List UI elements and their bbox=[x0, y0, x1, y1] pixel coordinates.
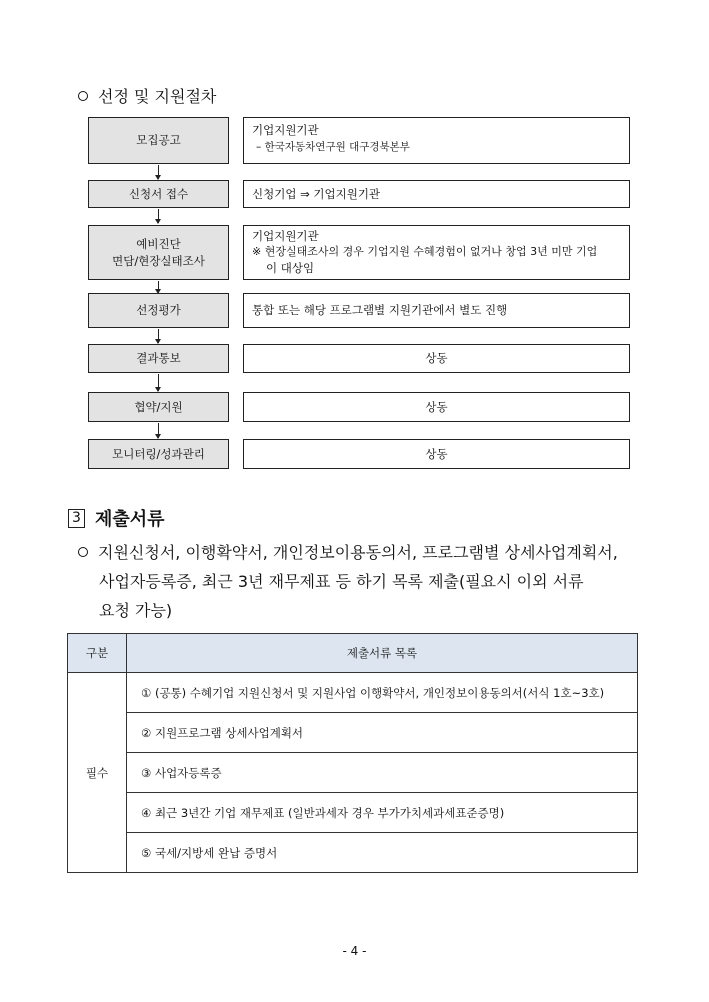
step-box-1 bbox=[88, 117, 229, 164]
flow-arrow-icon bbox=[158, 209, 159, 223]
category-cell: 필수 bbox=[68, 673, 127, 873]
step-desc-1-line: 기업지원기관 bbox=[252, 123, 319, 137]
step-desc-3 bbox=[243, 225, 630, 280]
para-line-1 bbox=[78, 538, 648, 567]
bullet-circle-icon bbox=[78, 91, 88, 101]
step-desc-6 bbox=[243, 392, 630, 422]
step-desc-7-text: 상동 bbox=[425, 446, 448, 461]
documents-table bbox=[67, 633, 638, 873]
table-row bbox=[68, 673, 638, 713]
flow-arrow-icon bbox=[158, 165, 159, 179]
table-header-row bbox=[68, 634, 638, 673]
table-row bbox=[68, 713, 638, 753]
para-line-2: 사업자등록증, 최근 3년 재무제표 등 하기 목록 제출(필요시 이외 서류 bbox=[99, 572, 584, 591]
step-desc-1-sub: – 한국자동차연구원 대구경북본부 bbox=[256, 141, 410, 153]
page-number: - 4 - bbox=[342, 944, 367, 958]
table-cell-item-1: ① (공통) 수혜기업 지원신청서 및 지원사업 이행확약서, 개인정보이용동의서(서식 1호~3호) bbox=[127, 673, 638, 713]
step-label-1: 모집공고 bbox=[136, 133, 181, 147]
documents-paragraph bbox=[78, 538, 648, 625]
step-desc-3-line1: 기업지원기관 bbox=[252, 229, 319, 243]
header-category: 구분 bbox=[68, 634, 127, 673]
flow-arrow-icon bbox=[158, 281, 159, 293]
flow-arrow-icon bbox=[158, 329, 159, 343]
step-desc-7 bbox=[243, 439, 630, 469]
step-desc-3-note: ※ 현장실태조사의 경우 기업지원 수혜경험이 없거나 창업 3년 미만 기업 bbox=[252, 245, 598, 258]
table-row bbox=[68, 833, 638, 873]
table-row bbox=[68, 793, 638, 833]
table-cell-item-4: ④ 최근 3년간 기업 재무제표 (일반과세자 경우 부가가치세과세표준증명) bbox=[127, 793, 638, 833]
procedure-heading-text: 선정 및 지원절차 bbox=[98, 87, 217, 106]
step-label-2: 신청서 접수 bbox=[128, 186, 189, 201]
procedure-heading bbox=[78, 84, 216, 107]
step-box-3 bbox=[88, 225, 229, 280]
step-desc-1 bbox=[243, 117, 630, 164]
para-text-1: 지원신청서, 이행확약서, 개인정보이용동의서, 프로그램별 상세사업계획서, bbox=[98, 543, 618, 562]
table-cell-item-5: ⑤ 국세/지방세 완납 증명서 bbox=[127, 833, 638, 873]
step-box-5 bbox=[88, 344, 229, 373]
step-desc-4-text: 통합 또는 해당 프로그램별 지원기관에서 별도 진행 bbox=[252, 303, 508, 317]
step-label-3b: 면담/현장실태조사 bbox=[112, 253, 205, 268]
bullet-circle-icon bbox=[78, 547, 88, 557]
step-desc-5 bbox=[243, 344, 630, 373]
step-desc-6-text: 상동 bbox=[425, 399, 448, 414]
step-box-7 bbox=[88, 439, 229, 469]
table-row bbox=[68, 753, 638, 793]
step-label-3a: 예비진단 bbox=[136, 236, 181, 251]
step-desc-3-note-cont: 이 대상임 bbox=[266, 261, 315, 275]
flow-arrow-icon bbox=[158, 374, 159, 391]
step-label-7: 모니터링/성과관리 bbox=[112, 446, 205, 461]
step-box-6 bbox=[88, 392, 229, 422]
header-list: 제출서류 목록 bbox=[127, 634, 638, 673]
step-desc-4 bbox=[243, 293, 630, 328]
para-line-3: 요청 가능) bbox=[99, 601, 173, 620]
step-box-2 bbox=[88, 180, 229, 208]
table-cell-item-2: ② 지원프로그램 상세사업계획서 bbox=[127, 713, 638, 753]
step-label-5: 결과통보 bbox=[136, 351, 181, 365]
step-desc-5-text: 상동 bbox=[425, 351, 448, 365]
table-cell-item-3: ③ 사업자등록증 bbox=[127, 753, 638, 793]
documents-heading bbox=[68, 505, 165, 531]
step-box-4 bbox=[88, 293, 229, 328]
section-number: 3 bbox=[68, 509, 85, 528]
step-desc-2 bbox=[243, 180, 630, 208]
step-label-6: 협약/지원 bbox=[134, 399, 183, 414]
flow-arrow-icon bbox=[158, 423, 159, 438]
step-desc-2-text: 신청기업 ⇒ 기업지원기관 bbox=[252, 187, 381, 201]
documents-title: 제출서류 bbox=[95, 509, 165, 530]
step-label-4: 선정평가 bbox=[136, 303, 181, 317]
